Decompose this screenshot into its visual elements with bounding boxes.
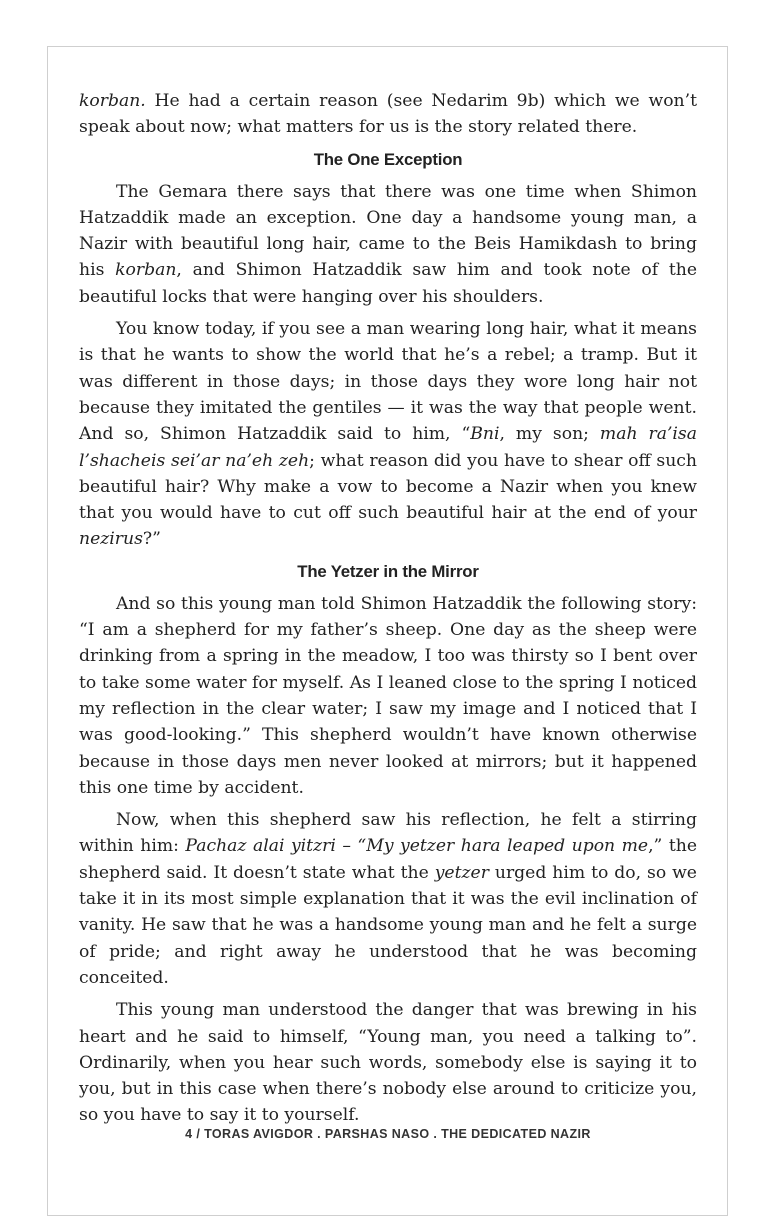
paragraph-text: ; what reason did you have to shear off such beautiful hair? Why make a vow to become a Nazir when you knew that you would have to cut off such beautiful hair at the end of your [79, 450, 697, 524]
paragraph-5 [79, 807, 697, 991]
paragraph-text: urged him to do, so we take it in its most simple explanation that it was the evil inclination of vanity. He saw that he was a handsome young man and he felt a surge of pride; and right away he understood that he was becoming conceited. [79, 862, 697, 988]
paragraph-text: This young man understood the danger that was brewing in his heart and he said to himself, “Young man, you need a talking to”. Ordinarily, when you hear such words, somebody else is saying it to you, but in this case when there’s nobody else around to criticize you, so you have to say it to yourself. [79, 1000, 697, 1126]
paragraph-text: The Gemara there says that there was one time when Shimon Hatzaddik made an exception. One day a handsome young man, a Nazir with beautiful long hair, came to the Beis Hamikdash to bring his [79, 181, 697, 281]
paragraph-text: You know today, if you see a man wearing long hair, what it means is that he wants to show the world that he’s a rebel; a tramp. But it was different in those days; in those days they wore long hair not because they imitated the gentiles — it was the way that people went. And so, Shimon Hatzaddik said to him, “ [79, 319, 697, 445]
paragraph-text: , and Shimon Hatzaddik saw him and took note of the beautiful locks that were hanging over his shoulders. [79, 260, 697, 307]
paragraph-text: Now, when this shepherd saw his reflection, he felt a stirring within him: [79, 810, 697, 857]
italic-term: korban [115, 260, 177, 281]
paragraph-4 [79, 591, 697, 801]
italic-term: Pachaz alai yitzri – “My yetzer hara leaped upon me [185, 836, 649, 857]
paragraph-text: And so this young man told Shimon Hatzaddik the following story: “I am a shepherd for my father’s sheep. One day as the sheep were drinking from a spring in the meadow, I too was thirsty so I bent over to take some water for myself. As I leaned close to the spring I noticed my reflection in the clear water; I saw my image and I noticed that I was good-looking.” This shepherd wouldn’t have known otherwise because in those days men never looked at mirrors; but it happened this one time by accident. [79, 593, 697, 798]
italic-term: Bni [470, 424, 500, 445]
paragraph-text: He had a certain reason (see Nedarim 9b) which we won’t speak about now; what matters for us is the story related there. [79, 91, 697, 138]
italic-term: korban. [79, 91, 146, 111]
paragraph-text: ?” [142, 529, 161, 550]
paragraph-6 [79, 997, 697, 1128]
italic-term: mah ra’isa l’shacheis sei’ar na’eh zeh [79, 424, 698, 471]
italic-term: yetzer [434, 862, 489, 883]
paragraph-1 [79, 88, 697, 141]
paragraph-2 [79, 179, 697, 310]
paragraph-3 [79, 316, 697, 553]
paragraph-text: ,” the shepherd said. It doesn’t state what the [79, 836, 697, 883]
page-footer: 4 / TORAS AVIGDOR . PARSHAS NASO . THE DEDICATED NAZIR [185, 1127, 591, 1141]
italic-term: nezirus [79, 529, 143, 550]
paragraph-text: , my son; [499, 424, 600, 445]
section-heading-yetzer-in-mirror: The Yetzer in the Mirror [297, 561, 479, 581]
page-body [79, 88, 697, 1135]
section-heading-one-exception: The One Exception [313, 149, 463, 169]
